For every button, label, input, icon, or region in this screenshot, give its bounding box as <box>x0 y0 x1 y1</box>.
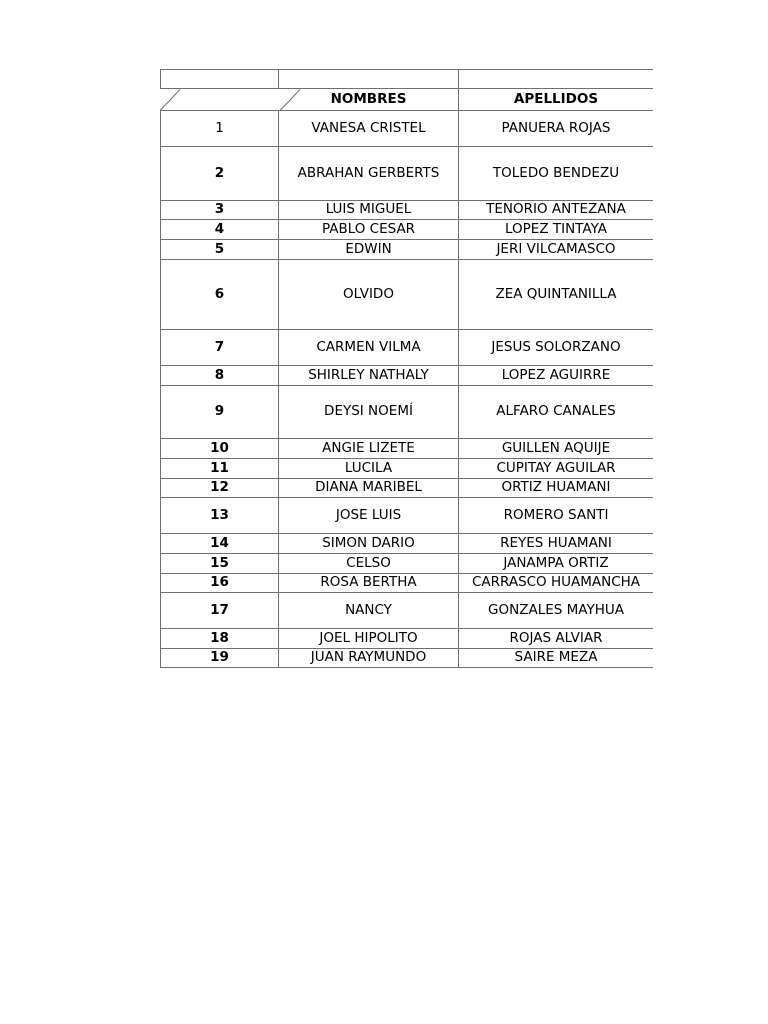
row-apellido: JERI VILCAMASCO <box>496 240 616 257</box>
row-nombre: ABRAHAN GERBERTS <box>279 147 459 200</box>
row-number: 4 <box>160 220 279 239</box>
names-table <box>160 69 653 668</box>
row-nombre: JOEL HIPOLITO <box>279 629 459 648</box>
row-number: 17 <box>160 593 279 628</box>
table-row <box>160 439 653 459</box>
table-row <box>160 366 653 386</box>
row-number: 11 <box>160 459 279 478</box>
row-number: 10 <box>160 439 279 458</box>
table-row <box>160 147 653 201</box>
row-apellido: JANAMPA ORTIZ <box>503 554 609 571</box>
row-nombre: LUIS MIGUEL <box>279 201 459 219</box>
row-nombre: JOSE LUIS <box>279 498 459 533</box>
row-number: 9 <box>160 386 279 438</box>
table-row <box>160 498 653 534</box>
row-apellido: PANUERA ROJAS <box>501 119 611 136</box>
row-number: 14 <box>160 534 279 553</box>
table-top-empty-row <box>160 69 653 89</box>
row-nombre: DIANA MARIBEL <box>279 479 459 497</box>
row-number: 8 <box>160 366 279 385</box>
table-row <box>160 629 653 649</box>
row-nombre: OLVIDO <box>279 260 459 329</box>
row-number: 7 <box>160 330 279 365</box>
table-row <box>160 554 653 574</box>
header-apellidos: APELLIDOS <box>513 90 599 107</box>
row-nombre: CELSO <box>279 554 459 573</box>
row-number: 6 <box>160 260 279 329</box>
row-number: 13 <box>160 498 279 533</box>
row-nombre: EDWIN <box>279 240 459 259</box>
header-corner-cell <box>160 89 279 110</box>
row-number: 18 <box>160 629 279 648</box>
table-row <box>160 593 653 629</box>
row-apellido: ROJAS ALVIAR <box>509 629 603 646</box>
table-row <box>160 459 653 479</box>
table-row <box>160 330 653 366</box>
table-row <box>160 386 653 439</box>
row-number: 2 <box>160 147 279 200</box>
row-number: 16 <box>160 574 279 592</box>
row-nombre: JUAN RAYMUNDO <box>279 649 459 667</box>
row-apellido: TENORIO ANTEZANA <box>486 201 626 218</box>
row-nombre: VANESA CRISTEL <box>279 111 459 146</box>
row-number: 3 <box>160 201 279 219</box>
empty-cell <box>160 70 279 88</box>
row-number: 19 <box>160 649 279 667</box>
row-nombre: PABLO CESAR <box>279 220 459 239</box>
row-apellido: CARRASCO HUAMANCHA <box>471 574 641 591</box>
empty-cell <box>279 70 459 88</box>
row-number: 15 <box>160 554 279 573</box>
row-number: 5 <box>160 240 279 259</box>
table-row <box>160 220 653 240</box>
table-row <box>160 534 653 554</box>
row-apellido: JESUS SOLORZANO <box>491 338 621 355</box>
row-apellido: TOLEDO BENDEZU <box>492 164 620 181</box>
row-apellido: ALFARO CANALES <box>496 403 616 420</box>
table-header-row <box>160 89 653 111</box>
header-nombres: NOMBRES <box>279 89 459 110</box>
row-nombre: NANCY <box>279 593 459 628</box>
table-row <box>160 111 653 147</box>
row-apellido: SAIRE MEZA <box>514 649 598 666</box>
table-row <box>160 260 653 330</box>
row-nombre: SIMON DARIO <box>279 534 459 553</box>
row-nombre: ROSA BERTHA <box>279 574 459 592</box>
row-apellido: REYES HUAMANI <box>500 534 612 551</box>
table-row <box>160 240 653 260</box>
row-apellido: GONZALES MAYHUA <box>488 601 624 618</box>
table-row <box>160 649 653 668</box>
table-body <box>160 111 653 668</box>
row-nombre: CARMEN VILMA <box>279 330 459 365</box>
row-number: 12 <box>160 479 279 497</box>
empty-cell <box>459 70 653 88</box>
row-nombre: DEYSI NOEMÍ <box>279 386 459 438</box>
row-apellido: LOPEZ AGUIRRE <box>501 366 611 383</box>
row-apellido: GUILLEN AQUIJE <box>501 439 611 456</box>
table-row <box>160 574 653 593</box>
row-number: 1 <box>160 111 279 146</box>
row-apellido: ZEA QUINTANILLA <box>495 285 617 302</box>
row-apellido: CUPITAY AGUILAR <box>496 459 616 476</box>
row-apellido: LOPEZ TINTAYA <box>504 220 608 237</box>
row-apellido: ORTIZ HUAMANI <box>501 479 611 496</box>
row-apellido: ROMERO SANTI <box>503 506 609 523</box>
row-nombre: SHIRLEY NATHALY <box>279 366 459 385</box>
row-nombre: LUCILA <box>279 459 459 478</box>
row-nombre: ANGIE LIZETE <box>279 439 459 458</box>
table-row <box>160 479 653 498</box>
table-row <box>160 201 653 220</box>
